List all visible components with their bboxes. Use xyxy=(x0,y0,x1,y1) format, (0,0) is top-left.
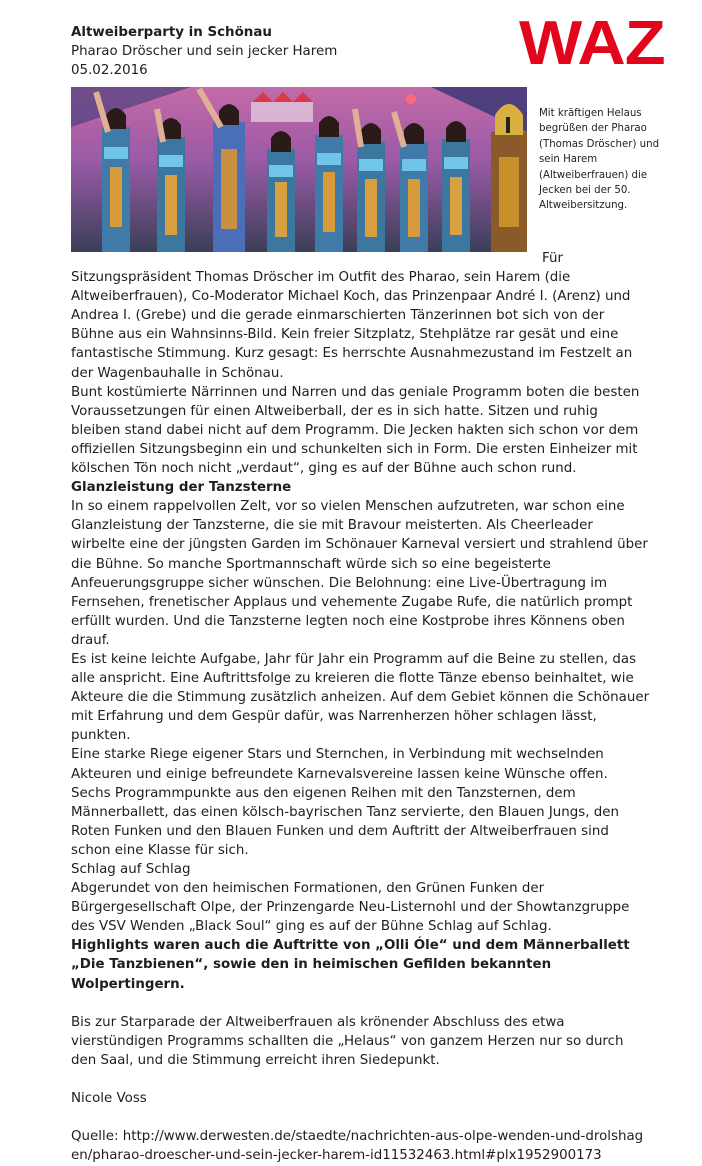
paragraph-closing: Bis zur Starparade der Altweiberfrauen als krönender Abschluss des etwa vierstündigen Programms schallten die „Helaus“ von ganzem Herzen nur so durch den Saal, und die Stimmung erreicht ihren Siedepunkt. xyxy=(71,1014,624,1068)
banner-crown xyxy=(253,92,313,102)
paragraph-formationen: Abgerundet von den heimischen Formationen, den Grünen Funken der Bürgergesellschaft Olpe, der Prinzengarde Neu-Listernohl und der Showtanzgruppe des VSV Wenden „Black Soul“ ging es auf der Bühne Schlag auf Schlag. xyxy=(71,881,630,935)
article-header xyxy=(71,23,337,80)
author-name: Nicole Voss xyxy=(71,1091,147,1107)
stage-light xyxy=(406,94,416,104)
spacer xyxy=(71,1108,651,1127)
subheading-tanzsterne: Glanzleistung der Tanzsterne xyxy=(71,480,292,496)
spacer xyxy=(71,994,651,1013)
photo-illustration xyxy=(71,87,527,252)
article-subtitle: Pharao Dröscher und sein jecker Harem xyxy=(71,44,338,59)
paragraph-intro: Sitzungspräsident Thomas Dröscher im Outfit des Pharao, sein Harem (die Altweiberfrauen), Co-Moderator Michael Koch, das Prinzenpaar André I. (Arenz) und Andrea I. (Grebe) und die gerade einmarschierten Tänzerinnen bot sich von der Bühne aus ein Wahnsinns-Bild. Kein freier Sitzplatz, Stehplätze rar gesät und eine fantastische Stimmung. Kurz gesagt: Es herrschte Ausnahmezustand im Festzelt an der Wagenbauhalle in Schönau. xyxy=(71,270,633,381)
paragraph-highlights: Highlights waren auch die Auftritte von „Olli Óle“ und dem Männerballett „Die Tanzbienen“, sowie den in heimischen Gefilden bekannten Wolpertingern. xyxy=(71,938,630,992)
article-photo xyxy=(71,87,527,252)
lead-word: Für xyxy=(542,251,563,266)
paragraph-programm: Es ist keine leichte Aufgabe, Jahr für Jahr ein Programm auf die Beine zu stellen, das alle anspricht. Eine Auftrittsfolge zu kreieren die flotte Tänze ebenso beinhaltet, wie Akteure die die Stimmung zusätzlich anheizen. Auf dem Gebiet können die Schönauer mit Erfahrung und dem Gespür dafür, was Narrenherzen höher schlagen lässt, punkten. xyxy=(71,651,650,744)
logo-text: WAZ xyxy=(519,9,665,78)
paragraph-costumes: Bunt kostümierte Närrinnen und Narren und das geniale Programm boten die besten Voraussetzungen für einen Altweiberball, der es in sich hatte. Sitzen und ruhig bleiben stand dabei nicht auf dem Programm. Die Jecken hakten sich schon vor dem offiziellen Sitzungsbeginn ein und schunkelten sich in Form. Die ersten Einheizer mit kölschen Tön noch nicht „verdaut“, ging es auf der Bühne auch schon rund. xyxy=(71,384,640,477)
source-link[interactable]: Quelle: http://www.derwesten.de/staedte/nachrichten-aus-olpe-wenden-und-drolshagen/pharao-droescher-und-sein-jecker-harem-id11532463.html#plx1952900173 xyxy=(71,1129,644,1164)
waz-logo xyxy=(519,9,665,78)
article-date: 05.02.2016 xyxy=(71,63,148,78)
subheading-schlag: Schlag auf Schlag xyxy=(71,862,191,877)
paragraph-tanzsterne: In so einem rappelvollen Zelt, vor so vielen Menschen aufzutreten, war schon eine Glanzleistung der Tanzsterne, die sie mit Bravour meisterten. Als Cheerleader wirbelte eine der jüngsten Garden im Schönauer Karneval versiert und strahlend über die Bühne. So manche Sportmannschaft würde sich so eine begeisterte Anfeuerungsgruppe sicher wünschen. Die Belohnung: eine Live-Übertragung im Fernsehen, frenetischer Applaus und vehemente Zugabe Rufe, die natürlich prompt erfüllt wurden. Und die Tanzsterne legten noch eine Kostprobe ihres Könnens oben drauf. xyxy=(71,499,648,648)
stage-banner xyxy=(251,102,313,122)
article-title: Altweiberparty in Schönau xyxy=(71,25,272,40)
article-body xyxy=(71,249,651,1166)
photo-caption: Mit kräftigen Helaus begrüßen der Pharao (Thomas Dröscher) und sein Harem (Altweiberfrauen) die Jecken bei der 50. Altweibersitzung. xyxy=(539,108,660,212)
paragraph-riege: Eine starke Riege eigener Stars und Sternchen, in Verbindung mit wechselnden Akteuren und einige befreundete Karnevalsvereine lassen keine Wünsche offen. Sechs Programmpunkte aus den eigenen Reihen mit den Tanzsternen, dem Männerballett, das einen kölsch-bayrischen Tanz servierte, den Blauen Jungs, den Roten Funken und den Blauen Funken und dem Auftritt der Altweiberfrauen sind schon eine Klasse für sich. xyxy=(71,747,620,858)
spacer xyxy=(71,1070,651,1089)
